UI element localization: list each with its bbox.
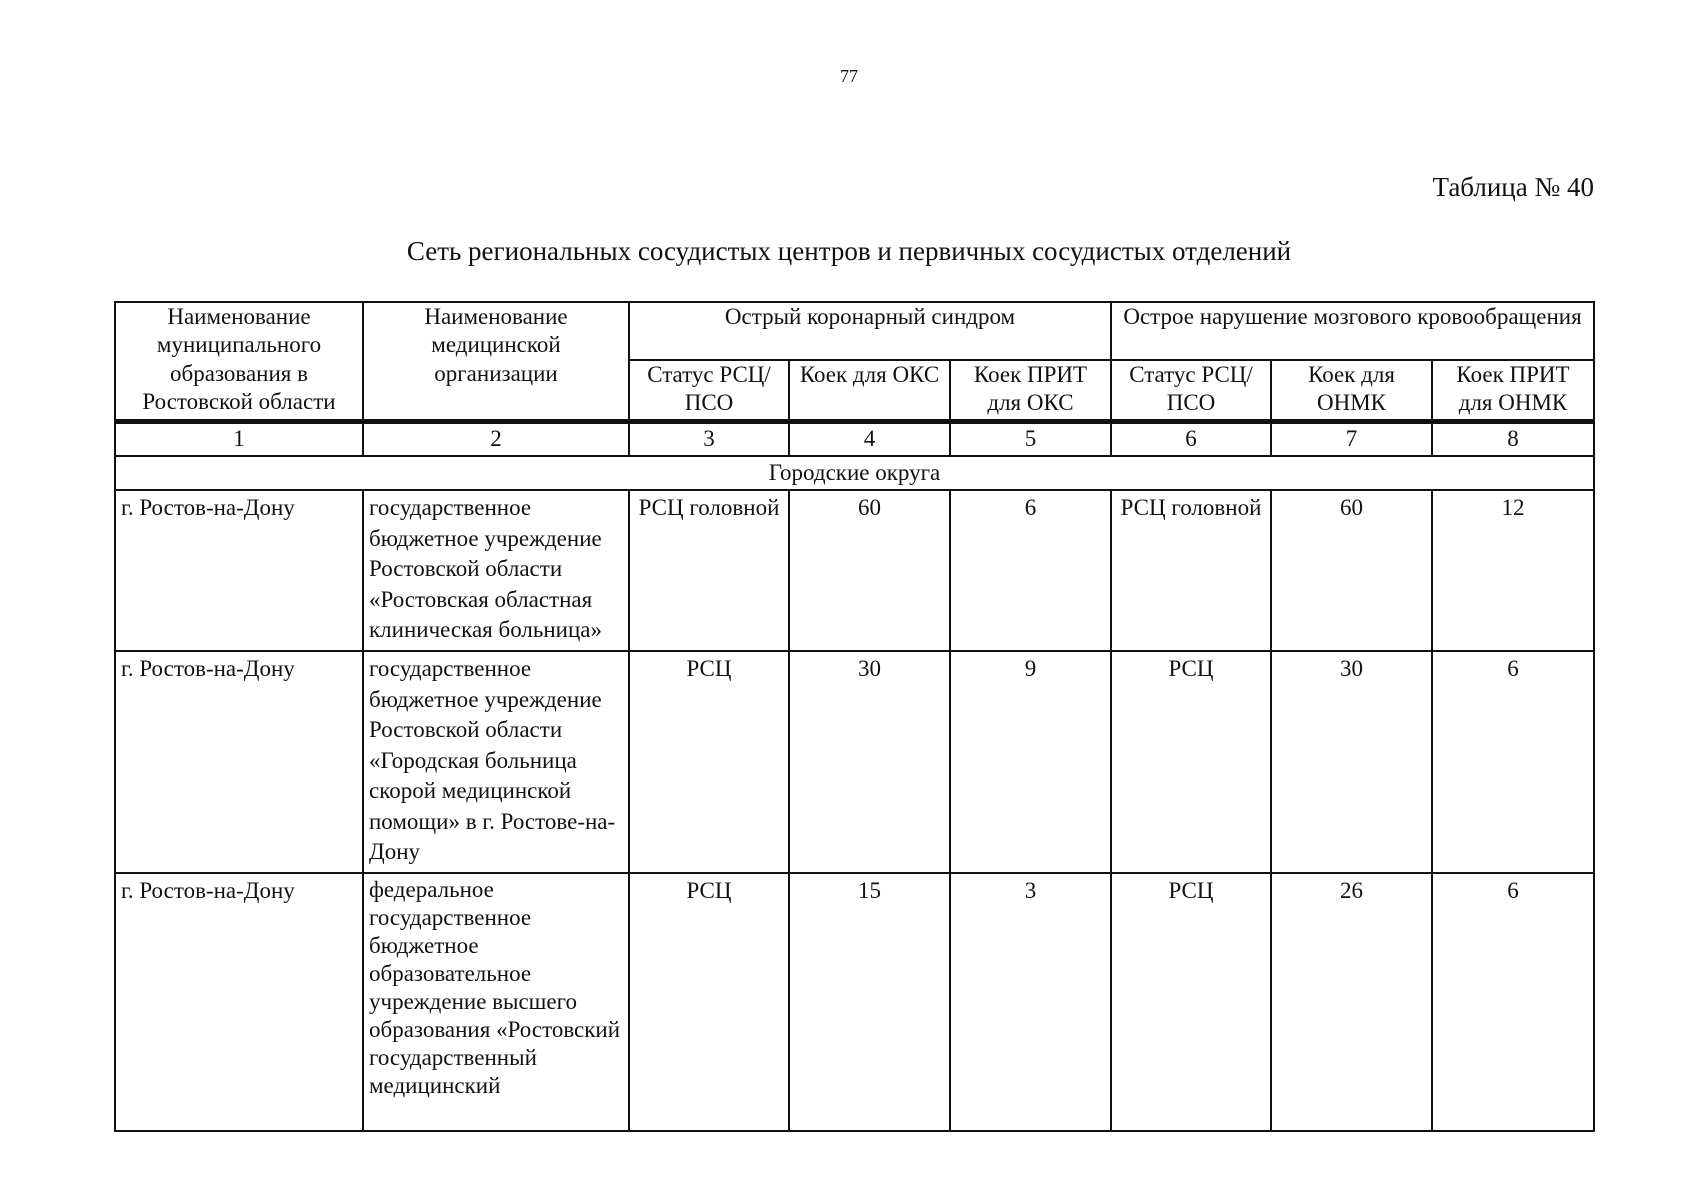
section-row bbox=[115, 456, 1594, 490]
table-title: Сеть региональных сосудистых центров и первичных сосудистых отделений bbox=[406, 236, 1292, 266]
table-row bbox=[115, 651, 1594, 873]
column-number: 1 bbox=[115, 422, 363, 457]
municipality-cell: г. Ростов-на-Дону bbox=[115, 651, 363, 873]
column-number: 3 bbox=[629, 422, 789, 457]
onmk-icu-cell: 12 bbox=[1432, 490, 1594, 651]
onmk-status-cell: РСЦ bbox=[1111, 873, 1271, 1131]
column-number: 7 bbox=[1271, 422, 1432, 457]
table-row bbox=[115, 873, 1594, 1131]
column-number: 4 bbox=[789, 422, 950, 457]
onmk-icu-cell: 6 bbox=[1432, 873, 1594, 1131]
header-onmk-beds: Коек для ОНМК bbox=[1271, 360, 1432, 422]
header-oks-beds: Коек для ОКС bbox=[789, 360, 950, 422]
onmk-beds-cell: 30 bbox=[1271, 651, 1432, 873]
vascular-centers-table bbox=[114, 301, 1595, 1132]
header-row-top bbox=[115, 302, 1594, 360]
header-municipality: Наименование муниципального образования в Ростовской области bbox=[115, 302, 363, 422]
header-onmk-icu: Коек ПРИТ для ОНМК bbox=[1432, 360, 1594, 422]
table-row bbox=[115, 490, 1594, 651]
oks-beds-cell: 15 bbox=[789, 873, 950, 1131]
organization-cell: федеральное государственное бюджетное образовательное учреждение высшего образования «Ростовский государственный медицинский bbox=[363, 873, 629, 1131]
column-number: 8 bbox=[1432, 422, 1594, 457]
onmk-status-cell: РСЦ bbox=[1111, 651, 1271, 873]
onmk-status-cell: РСЦ головной bbox=[1111, 490, 1271, 651]
oks-status-cell: РСЦ bbox=[629, 873, 789, 1131]
header-oks-status: Статус РСЦ/ПСО bbox=[629, 360, 789, 422]
oks-beds-cell: 60 bbox=[789, 490, 950, 651]
onmk-beds-cell: 60 bbox=[1271, 490, 1432, 651]
column-number-row bbox=[115, 422, 1594, 457]
oks-beds-cell: 30 bbox=[789, 651, 950, 873]
municipality-cell: г. Ростов-на-Дону bbox=[115, 873, 363, 1131]
oks-status-cell: РСЦ bbox=[629, 651, 789, 873]
oks-icu-cell: 9 bbox=[950, 651, 1111, 873]
column-number: 2 bbox=[363, 422, 629, 457]
header-oks-icu: Коек ПРИТ для ОКС bbox=[950, 360, 1111, 422]
page-number: 77 bbox=[840, 66, 858, 86]
column-number: 5 bbox=[950, 422, 1111, 457]
onmk-beds-cell: 26 bbox=[1271, 873, 1432, 1131]
header-onmk-status: Статус РСЦ/ПСО bbox=[1111, 360, 1271, 422]
organization-cell: государственное бюджетное учреждение Ростовской области «Городская больница скорой медицинской помощи» в г. Ростове-на-Дону bbox=[363, 651, 629, 873]
oks-icu-cell: 3 bbox=[950, 873, 1111, 1131]
table-number: Таблица № 40 bbox=[1432, 172, 1594, 202]
oks-icu-cell: 6 bbox=[950, 490, 1111, 651]
organization-cell: государственное бюджетное учреждение Ростовской области «Ростовская областная клиническая больница» bbox=[363, 490, 629, 651]
header-organization: Наименование медицинской организации bbox=[363, 302, 629, 422]
header-oks-group: Острый коронарный синдром bbox=[629, 302, 1111, 360]
section-label: Городские округа bbox=[115, 456, 1594, 490]
column-number: 6 bbox=[1111, 422, 1271, 457]
municipality-cell: г. Ростов-на-Дону bbox=[115, 490, 363, 651]
header-onmk-group: Острое нарушение мозгового кровообращения bbox=[1111, 302, 1594, 360]
onmk-icu-cell: 6 bbox=[1432, 651, 1594, 873]
oks-status-cell: РСЦ головной bbox=[629, 490, 789, 651]
